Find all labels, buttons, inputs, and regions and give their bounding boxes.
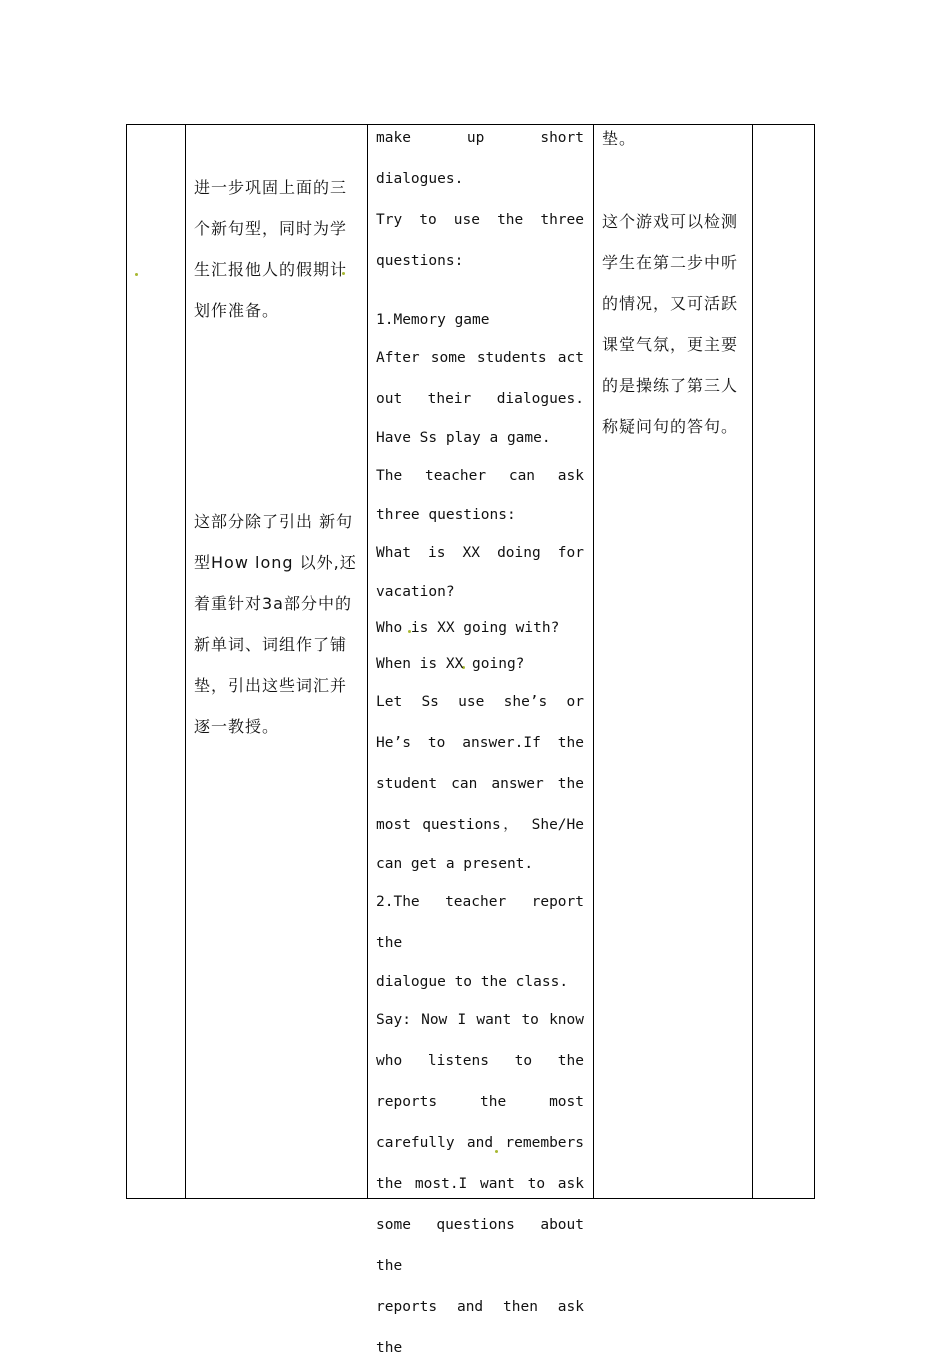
activity-line: What is XX doing for	[376, 545, 584, 561]
activity-line: make up short dialogues.	[376, 130, 584, 187]
activity-line: carefully and remembers	[376, 1135, 584, 1151]
activity-line: Have Ss play a game.	[376, 430, 551, 446]
activity-line: 1.Memory game	[376, 312, 490, 328]
activity-line: dialogue to the class.	[376, 974, 569, 990]
column-divider	[752, 124, 753, 1199]
activity-line: Let Ss use she’s or	[376, 694, 584, 710]
activity-line: out their dialogues.	[376, 391, 584, 407]
purpose-cell	[194, 167, 360, 331]
activity-cell	[376, 118, 584, 1369]
intent-cell	[602, 118, 748, 447]
activity-line: Try to use the three	[376, 212, 584, 228]
activity-line: most questions， She/He	[376, 817, 584, 833]
activity-line: some questions about the	[376, 1217, 584, 1274]
activity-line: the most.I want to ask	[376, 1176, 584, 1192]
column-divider	[185, 124, 186, 1199]
purpose-cell-2	[194, 501, 360, 747]
activity-line: Who is XX going with?	[376, 620, 560, 636]
activity-line: When is XX going?	[376, 656, 525, 672]
intent-line-0: 垫。	[602, 129, 637, 148]
intent-paragraph: 这个游戏可以检测学生在第二步中听的情况，又可活跃课堂气氛，更主要的是操练了第三人称疑问句的答句。	[602, 212, 739, 436]
activity-line: reports and then ask the	[376, 1299, 584, 1356]
stray-mark	[135, 273, 138, 276]
activity-line: The teacher can ask	[376, 468, 584, 484]
activity-line: 2.The teacher report the	[376, 894, 584, 951]
purpose-paragraph-2: 这部分除了引出 新句型How long 以外,还着重针对3a部分中的新单词、词组作了铺垫，引出这些词汇并逐一教授。	[194, 512, 357, 736]
activity-line: He’s to answer.If the	[376, 735, 584, 751]
activity-line: who listens to the	[376, 1053, 584, 1069]
activity-line: three questions:	[376, 507, 516, 523]
activity-line: After some students act	[376, 350, 584, 366]
column-divider	[593, 124, 594, 1199]
activity-line: reports the most	[376, 1094, 584, 1110]
activity-line: questions:	[376, 253, 464, 269]
activity-line: Say: Now I want to know	[376, 1012, 584, 1028]
activity-line: vacation?	[376, 584, 455, 600]
activity-line: can get a present.	[376, 856, 534, 872]
column-divider	[367, 124, 368, 1199]
activity-line: student can answer the	[376, 776, 584, 792]
purpose-paragraph-1: 进一步巩固上面的三个新句型，同时为学生汇报他人的假期计划作准备。	[194, 178, 348, 320]
